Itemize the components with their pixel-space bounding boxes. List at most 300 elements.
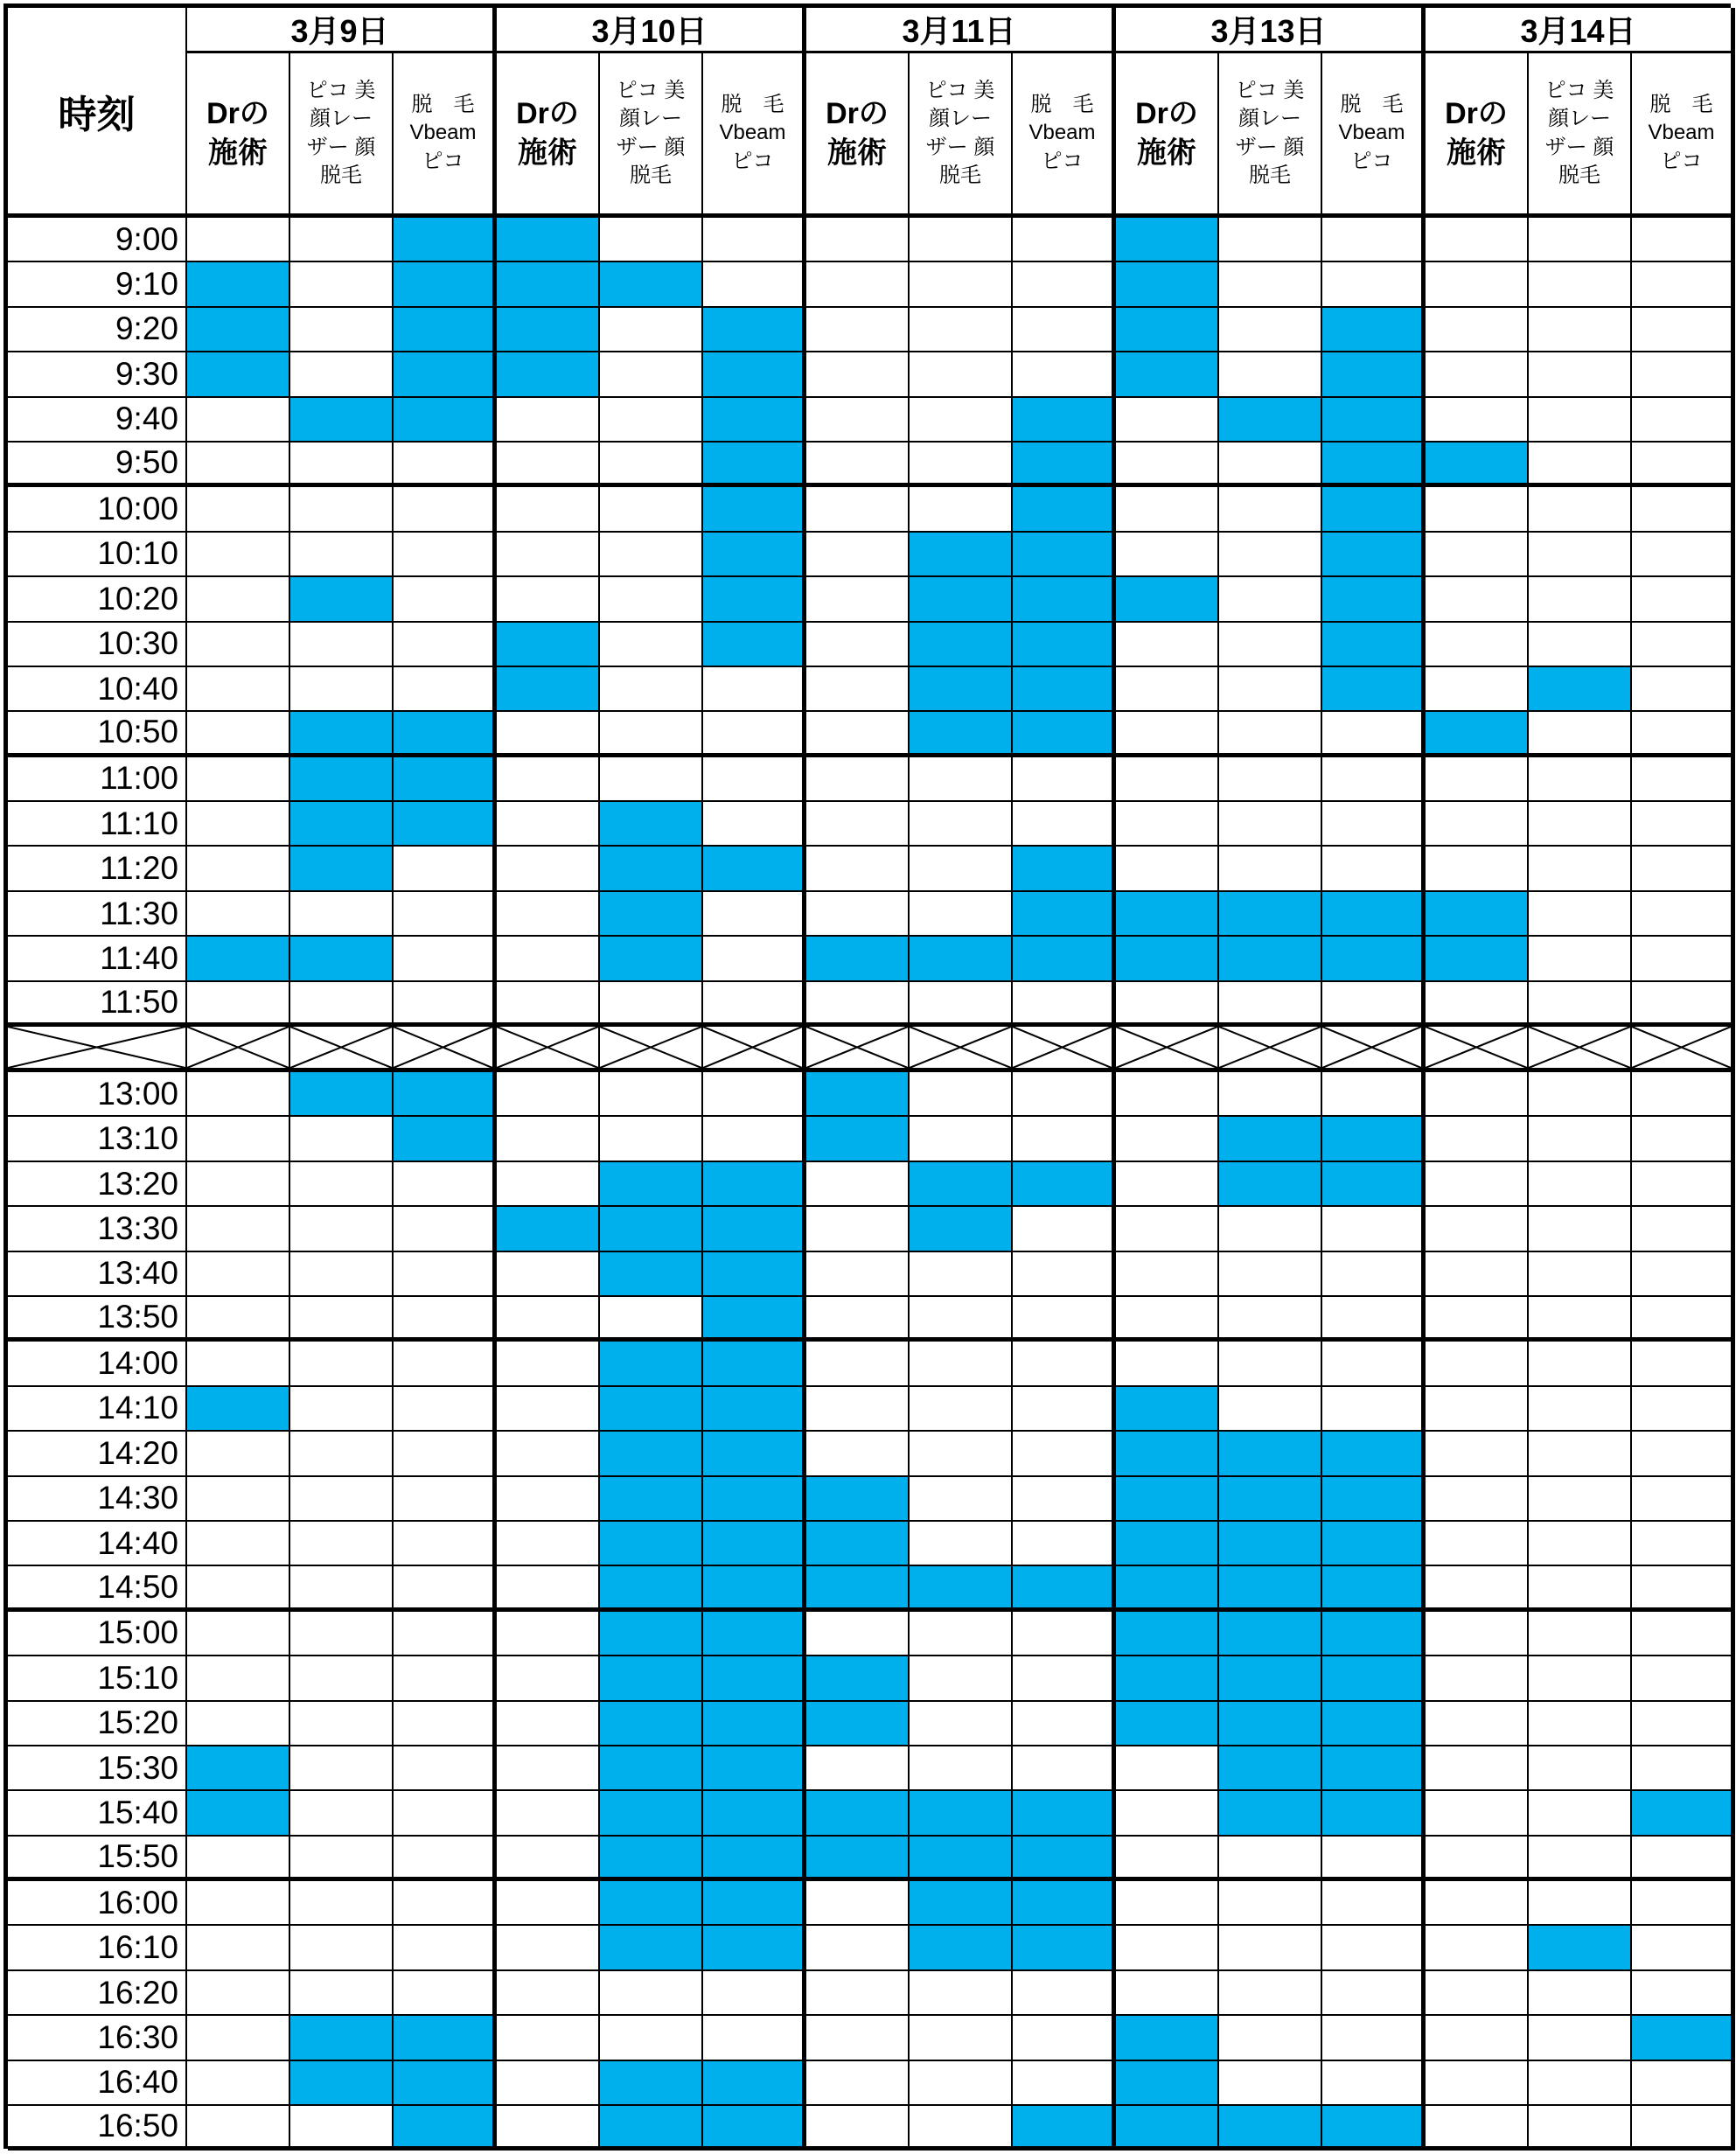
available-slot[interactable]	[187, 1207, 290, 1251]
booked-slot[interactable]	[1219, 937, 1322, 981]
available-slot[interactable]	[187, 2106, 290, 2151]
available-slot[interactable]	[1529, 892, 1632, 937]
available-slot[interactable]	[1426, 1971, 1529, 2016]
available-slot[interactable]	[290, 1252, 394, 1297]
available-slot[interactable]	[910, 1612, 1013, 1656]
available-slot[interactable]	[1632, 2106, 1735, 2151]
available-slot[interactable]	[910, 802, 1013, 847]
available-slot[interactable]	[1219, 352, 1322, 397]
booked-slot[interactable]	[394, 2016, 497, 2060]
available-slot[interactable]	[703, 757, 806, 802]
available-slot[interactable]	[187, 1342, 290, 1386]
available-slot[interactable]	[1013, 1702, 1116, 1746]
booked-slot[interactable]	[187, 1746, 290, 1791]
available-slot[interactable]	[1529, 712, 1632, 756]
available-slot[interactable]	[394, 443, 497, 487]
available-slot[interactable]	[497, 1656, 600, 1701]
available-slot[interactable]	[290, 352, 394, 397]
booked-slot[interactable]	[1322, 1566, 1426, 1611]
available-slot[interactable]	[1529, 1117, 1632, 1161]
available-slot[interactable]	[806, 1926, 910, 1970]
available-slot[interactable]	[1013, 1342, 1116, 1386]
available-slot[interactable]	[1426, 1342, 1529, 1386]
booked-slot[interactable]	[1322, 443, 1426, 487]
booked-slot[interactable]	[290, 937, 394, 981]
available-slot[interactable]	[497, 1117, 600, 1161]
available-slot[interactable]	[1116, 847, 1219, 891]
available-slot[interactable]	[1529, 218, 1632, 262]
booked-slot[interactable]	[600, 1162, 703, 1207]
available-slot[interactable]	[910, 982, 1013, 1027]
booked-slot[interactable]	[806, 1837, 910, 1881]
available-slot[interactable]	[806, 352, 910, 397]
available-slot[interactable]	[1426, 623, 1529, 667]
booked-slot[interactable]	[1322, 667, 1426, 712]
available-slot[interactable]	[1013, 1387, 1116, 1432]
available-slot[interactable]	[806, 218, 910, 262]
available-slot[interactable]	[290, 218, 394, 262]
booked-slot[interactable]	[910, 1207, 1013, 1251]
available-slot[interactable]	[600, 1971, 703, 2016]
booked-slot[interactable]	[703, 1881, 806, 1926]
available-slot[interactable]	[1322, 1387, 1426, 1432]
available-slot[interactable]	[1116, 1881, 1219, 1926]
available-slot[interactable]	[497, 937, 600, 981]
available-slot[interactable]	[290, 1477, 394, 1522]
booked-slot[interactable]	[187, 937, 290, 981]
available-slot[interactable]	[1219, 757, 1322, 802]
available-slot[interactable]	[394, 1791, 497, 1836]
available-slot[interactable]	[187, 1162, 290, 1207]
available-slot[interactable]	[187, 218, 290, 262]
available-slot[interactable]	[806, 1971, 910, 2016]
booked-slot[interactable]	[1116, 218, 1219, 262]
booked-slot[interactable]	[703, 1746, 806, 1791]
available-slot[interactable]	[1219, 802, 1322, 847]
available-slot[interactable]	[1632, 1117, 1735, 1161]
available-slot[interactable]	[497, 1072, 600, 1117]
booked-slot[interactable]	[187, 262, 290, 307]
available-slot[interactable]	[1322, 982, 1426, 1027]
available-slot[interactable]	[703, 2016, 806, 2060]
available-slot[interactable]	[497, 577, 600, 622]
available-slot[interactable]	[290, 1207, 394, 1251]
available-slot[interactable]	[1116, 398, 1219, 443]
booked-slot[interactable]	[703, 1162, 806, 1207]
available-slot[interactable]	[910, 1342, 1013, 1386]
available-slot[interactable]	[1632, 667, 1735, 712]
available-slot[interactable]	[497, 1926, 600, 1970]
booked-slot[interactable]	[600, 802, 703, 847]
available-slot[interactable]	[910, 1117, 1013, 1161]
available-slot[interactable]	[290, 1702, 394, 1746]
available-slot[interactable]	[600, 623, 703, 667]
available-slot[interactable]	[187, 443, 290, 487]
booked-slot[interactable]	[600, 892, 703, 937]
available-slot[interactable]	[1219, 847, 1322, 891]
available-slot[interactable]	[1426, 2106, 1529, 2151]
available-slot[interactable]	[497, 487, 600, 532]
available-slot[interactable]	[703, 1971, 806, 2016]
available-slot[interactable]	[1426, 1162, 1529, 1207]
available-slot[interactable]	[1322, 1252, 1426, 1297]
booked-slot[interactable]	[290, 712, 394, 756]
booked-slot[interactable]	[806, 1702, 910, 1746]
available-slot[interactable]	[1322, 847, 1426, 891]
booked-slot[interactable]	[1013, 937, 1116, 981]
booked-slot[interactable]	[910, 1881, 1013, 1926]
available-slot[interactable]	[290, 1162, 394, 1207]
booked-slot[interactable]	[1322, 487, 1426, 532]
booked-slot[interactable]	[1013, 533, 1116, 577]
available-slot[interactable]	[394, 1881, 497, 1926]
available-slot[interactable]	[497, 757, 600, 802]
available-slot[interactable]	[290, 533, 394, 577]
available-slot[interactable]	[497, 1702, 600, 1746]
booked-slot[interactable]	[703, 2061, 806, 2106]
available-slot[interactable]	[187, 1881, 290, 1926]
available-slot[interactable]	[806, 2061, 910, 2106]
available-slot[interactable]	[703, 982, 806, 1027]
available-slot[interactable]	[394, 1566, 497, 1611]
available-slot[interactable]	[187, 1432, 290, 1476]
available-slot[interactable]	[910, 262, 1013, 307]
available-slot[interactable]	[1013, 1522, 1116, 1566]
available-slot[interactable]	[910, 443, 1013, 487]
available-slot[interactable]	[497, 1881, 600, 1926]
booked-slot[interactable]	[600, 1837, 703, 1881]
booked-slot[interactable]	[1013, 577, 1116, 622]
available-slot[interactable]	[1529, 577, 1632, 622]
available-slot[interactable]	[290, 1746, 394, 1791]
booked-slot[interactable]	[1322, 1702, 1426, 1746]
available-slot[interactable]	[600, 533, 703, 577]
available-slot[interactable]	[187, 1837, 290, 1881]
available-slot[interactable]	[806, 443, 910, 487]
available-slot[interactable]	[806, 1432, 910, 1476]
available-slot[interactable]	[187, 577, 290, 622]
available-slot[interactable]	[1426, 1387, 1529, 1432]
available-slot[interactable]	[1116, 1971, 1219, 2016]
available-slot[interactable]	[600, 982, 703, 1027]
available-slot[interactable]	[1632, 218, 1735, 262]
available-slot[interactable]	[1219, 1971, 1322, 2016]
available-slot[interactable]	[910, 398, 1013, 443]
available-slot[interactable]	[600, 712, 703, 756]
available-slot[interactable]	[1219, 533, 1322, 577]
available-slot[interactable]	[806, 533, 910, 577]
available-slot[interactable]	[1116, 623, 1219, 667]
available-slot[interactable]	[1426, 667, 1529, 712]
booked-slot[interactable]	[1219, 2106, 1322, 2151]
available-slot[interactable]	[910, 1297, 1013, 1342]
available-slot[interactable]	[910, 2061, 1013, 2106]
booked-slot[interactable]	[600, 1252, 703, 1297]
available-slot[interactable]	[1632, 1612, 1735, 1656]
available-slot[interactable]	[703, 1117, 806, 1161]
booked-slot[interactable]	[1322, 1791, 1426, 1836]
booked-slot[interactable]	[1322, 892, 1426, 937]
available-slot[interactable]	[1426, 1702, 1529, 1746]
available-slot[interactable]	[1632, 1656, 1735, 1701]
available-slot[interactable]	[1632, 892, 1735, 937]
available-slot[interactable]	[1219, 487, 1322, 532]
available-slot[interactable]	[1219, 218, 1322, 262]
available-slot[interactable]	[703, 667, 806, 712]
booked-slot[interactable]	[806, 1522, 910, 1566]
available-slot[interactable]	[910, 1432, 1013, 1476]
available-slot[interactable]	[290, 667, 394, 712]
booked-slot[interactable]	[1219, 1746, 1322, 1791]
available-slot[interactable]	[1632, 1881, 1735, 1926]
available-slot[interactable]	[497, 802, 600, 847]
booked-slot[interactable]	[1013, 892, 1116, 937]
available-slot[interactable]	[1116, 982, 1219, 1027]
booked-slot[interactable]	[1322, 1656, 1426, 1701]
available-slot[interactable]	[187, 982, 290, 1027]
available-slot[interactable]	[497, 443, 600, 487]
available-slot[interactable]	[1529, 1881, 1632, 1926]
available-slot[interactable]	[1322, 757, 1426, 802]
available-slot[interactable]	[1013, 1072, 1116, 1117]
available-slot[interactable]	[1529, 937, 1632, 981]
available-slot[interactable]	[1013, 352, 1116, 397]
available-slot[interactable]	[1013, 1297, 1116, 1342]
available-slot[interactable]	[1529, 982, 1632, 1027]
available-slot[interactable]	[806, 308, 910, 352]
booked-slot[interactable]	[1219, 1566, 1322, 1611]
available-slot[interactable]	[394, 1837, 497, 1881]
available-slot[interactable]	[1529, 1252, 1632, 1297]
available-slot[interactable]	[1322, 218, 1426, 262]
booked-slot[interactable]	[806, 1477, 910, 1522]
booked-slot[interactable]	[394, 712, 497, 756]
available-slot[interactable]	[497, 1297, 600, 1342]
available-slot[interactable]	[1529, 1791, 1632, 1836]
available-slot[interactable]	[806, 667, 910, 712]
available-slot[interactable]	[806, 802, 910, 847]
available-slot[interactable]	[1529, 1342, 1632, 1386]
booked-slot[interactable]	[1322, 533, 1426, 577]
booked-slot[interactable]	[1116, 1656, 1219, 1701]
available-slot[interactable]	[1013, 757, 1116, 802]
available-slot[interactable]	[497, 1746, 600, 1791]
booked-slot[interactable]	[1219, 892, 1322, 937]
available-slot[interactable]	[1013, 982, 1116, 1027]
available-slot[interactable]	[1529, 1477, 1632, 1522]
booked-slot[interactable]	[1116, 1522, 1219, 1566]
available-slot[interactable]	[497, 1837, 600, 1881]
available-slot[interactable]	[1426, 487, 1529, 532]
available-slot[interactable]	[910, 1072, 1013, 1117]
available-slot[interactable]	[1426, 1926, 1529, 1970]
available-slot[interactable]	[1529, 847, 1632, 891]
available-slot[interactable]	[497, 1522, 600, 1566]
available-slot[interactable]	[290, 1117, 394, 1161]
available-slot[interactable]	[1632, 1252, 1735, 1297]
available-slot[interactable]	[394, 1252, 497, 1297]
available-slot[interactable]	[600, 667, 703, 712]
available-slot[interactable]	[187, 1252, 290, 1297]
booked-slot[interactable]	[600, 1342, 703, 1386]
available-slot[interactable]	[703, 262, 806, 307]
available-slot[interactable]	[1013, 1971, 1116, 2016]
available-slot[interactable]	[497, 1791, 600, 1836]
available-slot[interactable]	[1426, 1432, 1529, 1476]
booked-slot[interactable]	[187, 1387, 290, 1432]
booked-slot[interactable]	[394, 218, 497, 262]
booked-slot[interactable]	[1426, 892, 1529, 937]
available-slot[interactable]	[1426, 1072, 1529, 1117]
booked-slot[interactable]	[394, 1072, 497, 1117]
available-slot[interactable]	[1013, 1656, 1116, 1701]
available-slot[interactable]	[1013, 308, 1116, 352]
available-slot[interactable]	[497, 1971, 600, 2016]
booked-slot[interactable]	[187, 308, 290, 352]
available-slot[interactable]	[394, 577, 497, 622]
available-slot[interactable]	[703, 892, 806, 937]
available-slot[interactable]	[497, 1387, 600, 1432]
booked-slot[interactable]	[1116, 352, 1219, 397]
available-slot[interactable]	[600, 1297, 703, 1342]
available-slot[interactable]	[910, 1252, 1013, 1297]
available-slot[interactable]	[1632, 1566, 1735, 1611]
booked-slot[interactable]	[187, 352, 290, 397]
available-slot[interactable]	[1632, 1387, 1735, 1432]
available-slot[interactable]	[1529, 802, 1632, 847]
available-slot[interactable]	[1529, 487, 1632, 532]
available-slot[interactable]	[600, 218, 703, 262]
booked-slot[interactable]	[600, 1387, 703, 1432]
available-slot[interactable]	[910, 2106, 1013, 2151]
available-slot[interactable]	[1529, 352, 1632, 397]
available-slot[interactable]	[600, 1072, 703, 1117]
available-slot[interactable]	[394, 892, 497, 937]
booked-slot[interactable]	[1013, 712, 1116, 756]
available-slot[interactable]	[290, 1432, 394, 1476]
available-slot[interactable]	[1529, 1746, 1632, 1791]
available-slot[interactable]	[1116, 1117, 1219, 1161]
booked-slot[interactable]	[290, 2016, 394, 2060]
available-slot[interactable]	[290, 982, 394, 1027]
booked-slot[interactable]	[703, 1791, 806, 1836]
booked-slot[interactable]	[1322, 1746, 1426, 1791]
available-slot[interactable]	[497, 1432, 600, 1476]
available-slot[interactable]	[1529, 1971, 1632, 2016]
booked-slot[interactable]	[806, 1072, 910, 1117]
available-slot[interactable]	[1219, 577, 1322, 622]
available-slot[interactable]	[290, 1656, 394, 1701]
available-slot[interactable]	[1322, 1837, 1426, 1881]
booked-slot[interactable]	[1219, 1656, 1322, 1701]
available-slot[interactable]	[1219, 667, 1322, 712]
available-slot[interactable]	[1116, 1207, 1219, 1251]
available-slot[interactable]	[290, 308, 394, 352]
booked-slot[interactable]	[1116, 892, 1219, 937]
booked-slot[interactable]	[1219, 1791, 1322, 1836]
available-slot[interactable]	[497, 2106, 600, 2151]
available-slot[interactable]	[1529, 1656, 1632, 1701]
booked-slot[interactable]	[1426, 443, 1529, 487]
available-slot[interactable]	[1529, 1612, 1632, 1656]
available-slot[interactable]	[497, 712, 600, 756]
booked-slot[interactable]	[806, 1791, 910, 1836]
available-slot[interactable]	[1529, 533, 1632, 577]
available-slot[interactable]	[290, 1342, 394, 1386]
booked-slot[interactable]	[1632, 1791, 1735, 1836]
booked-slot[interactable]	[1013, 623, 1116, 667]
booked-slot[interactable]	[600, 1477, 703, 1522]
available-slot[interactable]	[290, 1387, 394, 1432]
booked-slot[interactable]	[600, 2061, 703, 2106]
booked-slot[interactable]	[1322, 352, 1426, 397]
available-slot[interactable]	[1632, 937, 1735, 981]
booked-slot[interactable]	[1013, 2106, 1116, 2151]
booked-slot[interactable]	[1116, 2061, 1219, 2106]
booked-slot[interactable]	[806, 1117, 910, 1161]
available-slot[interactable]	[1529, 1566, 1632, 1611]
booked-slot[interactable]	[1013, 1837, 1116, 1881]
available-slot[interactable]	[806, 1746, 910, 1791]
available-slot[interactable]	[187, 487, 290, 532]
booked-slot[interactable]	[1013, 1791, 1116, 1836]
booked-slot[interactable]	[394, 1117, 497, 1161]
booked-slot[interactable]	[703, 1702, 806, 1746]
available-slot[interactable]	[1116, 1252, 1219, 1297]
available-slot[interactable]	[394, 1746, 497, 1791]
available-slot[interactable]	[394, 1342, 497, 1386]
available-slot[interactable]	[497, 533, 600, 577]
booked-slot[interactable]	[1116, 2016, 1219, 2060]
available-slot[interactable]	[1426, 757, 1529, 802]
available-slot[interactable]	[1529, 1522, 1632, 1566]
available-slot[interactable]	[1013, 262, 1116, 307]
available-slot[interactable]	[1116, 757, 1219, 802]
booked-slot[interactable]	[394, 262, 497, 307]
available-slot[interactable]	[1013, 2016, 1116, 2060]
available-slot[interactable]	[910, 847, 1013, 891]
available-slot[interactable]	[394, 1612, 497, 1656]
available-slot[interactable]	[703, 802, 806, 847]
available-slot[interactable]	[1322, 1207, 1426, 1251]
booked-slot[interactable]	[290, 2061, 394, 2106]
available-slot[interactable]	[1529, 1702, 1632, 1746]
available-slot[interactable]	[1426, 1477, 1529, 1522]
booked-slot[interactable]	[703, 577, 806, 622]
available-slot[interactable]	[290, 1926, 394, 1970]
available-slot[interactable]	[1322, 1072, 1426, 1117]
booked-slot[interactable]	[910, 667, 1013, 712]
booked-slot[interactable]	[394, 2061, 497, 2106]
available-slot[interactable]	[290, 443, 394, 487]
available-slot[interactable]	[394, 1297, 497, 1342]
available-slot[interactable]	[1529, 1162, 1632, 1207]
available-slot[interactable]	[910, 308, 1013, 352]
booked-slot[interactable]	[600, 1612, 703, 1656]
available-slot[interactable]	[1322, 1881, 1426, 1926]
booked-slot[interactable]	[1426, 937, 1529, 981]
available-slot[interactable]	[1426, 533, 1529, 577]
booked-slot[interactable]	[910, 1162, 1013, 1207]
available-slot[interactable]	[1632, 712, 1735, 756]
booked-slot[interactable]	[1219, 1162, 1322, 1207]
booked-slot[interactable]	[600, 1746, 703, 1791]
available-slot[interactable]	[290, 1522, 394, 1566]
available-slot[interactable]	[1632, 577, 1735, 622]
available-slot[interactable]	[1426, 1612, 1529, 1656]
booked-slot[interactable]	[600, 1432, 703, 1476]
booked-slot[interactable]	[290, 757, 394, 802]
